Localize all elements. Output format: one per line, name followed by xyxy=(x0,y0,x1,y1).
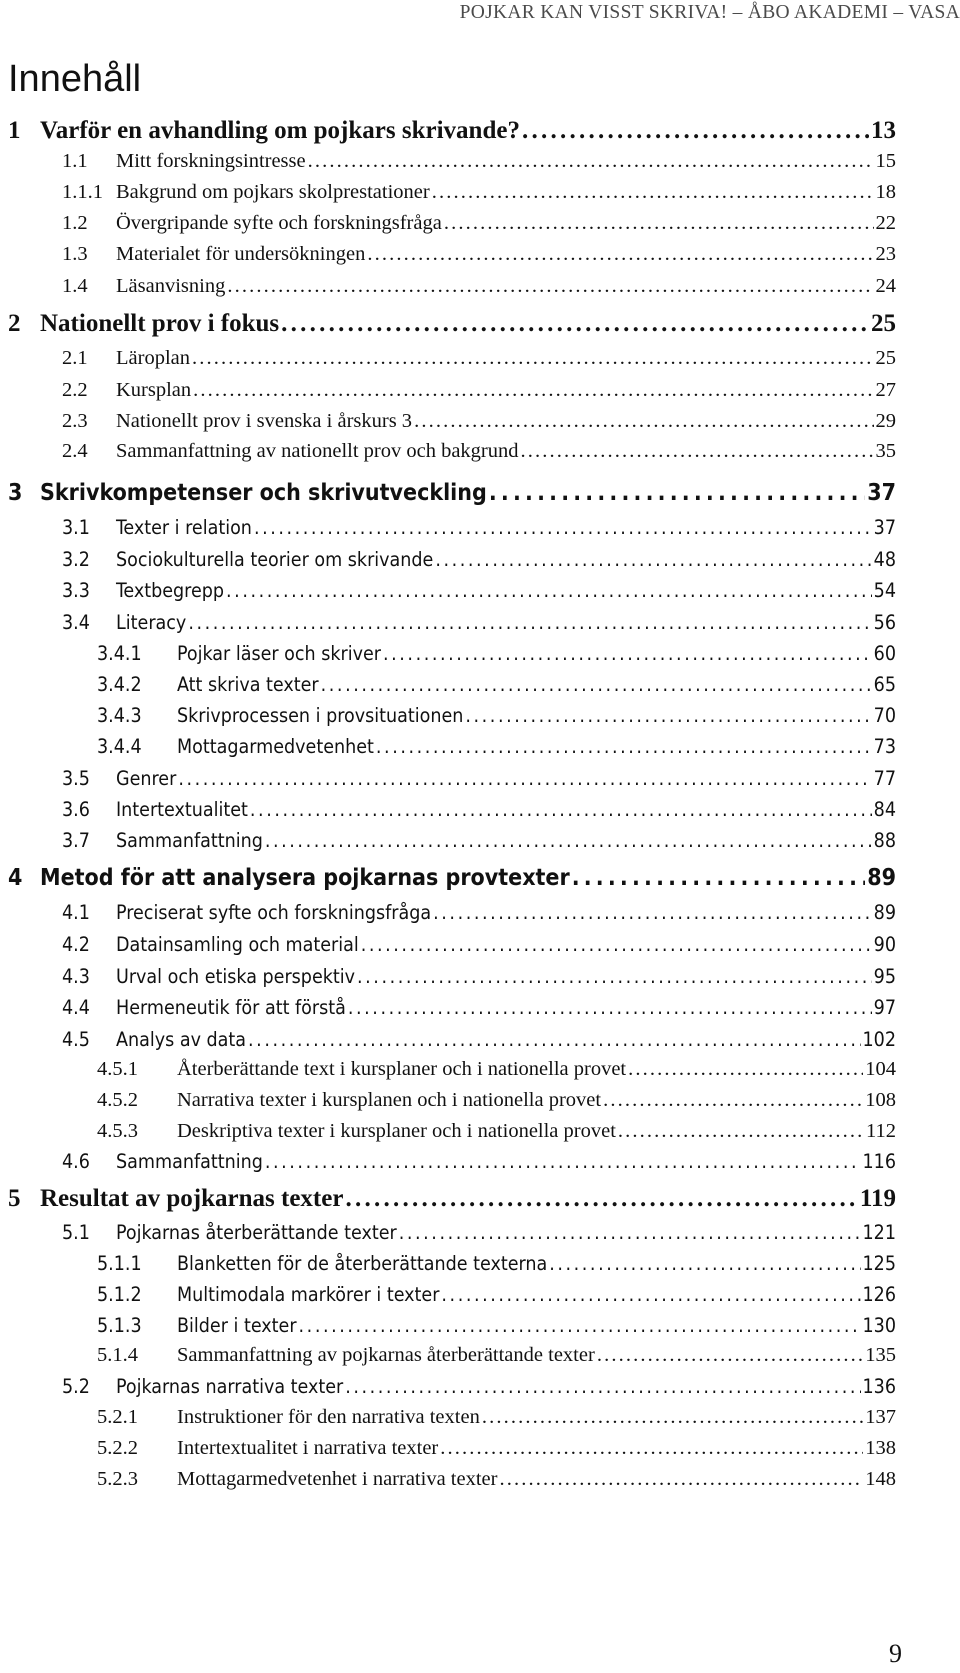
toc-entry-page: 48 xyxy=(873,548,896,571)
toc-leader-dots xyxy=(254,516,872,539)
toc-leader-dots xyxy=(435,548,871,571)
toc-entry-title: Mottagarmedvetenhet xyxy=(177,735,374,758)
toc-section-entry[interactable] xyxy=(0,1406,960,1429)
toc-entry-number: 5.1.4 xyxy=(97,1344,138,1366)
toc-leader-dots xyxy=(308,150,874,173)
toc-entry-title: Sammanfattning av pojkarnas återberättande texter xyxy=(177,1344,595,1366)
toc-entry-title: Intertextualitet i narrativa texter xyxy=(177,1437,439,1459)
toc-section-entry[interactable] xyxy=(0,1089,960,1112)
toc-leader-dots xyxy=(265,829,872,852)
toc-entry-number: 5.1.2 xyxy=(97,1283,142,1306)
toc-entry-title: Läroplan xyxy=(116,347,190,369)
toc-entry-title: Instruktioner för den narrativa texten xyxy=(177,1406,480,1428)
toc-section-entry[interactable] xyxy=(0,440,960,463)
toc-leader-dots xyxy=(321,673,872,696)
toc-entry-title: Nationellt prov i svenska i årskurs 3 xyxy=(116,410,413,432)
toc-entry-title: Skrivkompetenser och skrivutveckling xyxy=(40,480,487,506)
toc-entry-title: Återberättande text i kursplaner och i nationella provet xyxy=(177,1058,627,1080)
toc-section-entry[interactable] xyxy=(0,1468,960,1491)
toc-entry-page: 130 xyxy=(862,1314,896,1337)
toc-entry-title: Metod för att analysera pojkarnas provtexter xyxy=(40,865,570,891)
toc-entry-title: Övergripande syfte och forskningsfråga xyxy=(116,212,442,234)
toc-section-entry[interactable] xyxy=(0,767,960,790)
toc-section-entry[interactable] xyxy=(0,1375,960,1398)
toc-section-entry[interactable] xyxy=(0,901,960,924)
toc-entry-number: 3.4.1 xyxy=(97,642,142,665)
toc-entry-title: Datainsamling och material xyxy=(116,933,359,956)
toc-section-entry[interactable] xyxy=(0,516,960,539)
toc-entry-page: 137 xyxy=(865,1406,896,1428)
toc-entry-number: 5.2 xyxy=(62,1375,90,1398)
toc-entry-title: Intertextualitet xyxy=(116,798,248,821)
toc-chapter-entry[interactable] xyxy=(0,865,960,891)
toc-entry-number: 4.5 xyxy=(62,1028,90,1051)
toc-entry-number: 3.4 xyxy=(62,611,90,634)
toc-section-entry[interactable] xyxy=(0,243,960,266)
toc-entry-number: 5.2.3 xyxy=(97,1468,138,1490)
toc-entry-page: 18 xyxy=(875,181,896,203)
toc-leader-dots xyxy=(361,933,872,956)
toc-entry-number: 3.3 xyxy=(62,579,90,602)
toc-leader-dots xyxy=(414,410,873,433)
toc-entry-number: 3 xyxy=(8,480,23,506)
toc-entry-number: 4.4 xyxy=(62,996,90,1019)
toc-entry-number: 5.1.1 xyxy=(97,1252,142,1275)
toc-entry-page: 112 xyxy=(866,1120,896,1142)
toc-section-entry[interactable] xyxy=(0,933,960,956)
toc-entry-number: 3.2 xyxy=(62,548,90,571)
toc-entry-page: 95 xyxy=(873,965,896,988)
toc-section-entry[interactable] xyxy=(0,1150,960,1173)
toc-entry-page: 136 xyxy=(862,1375,896,1398)
toc-entry-page: 37 xyxy=(867,480,896,506)
toc-leader-dots xyxy=(188,611,871,634)
toc-entry-title: Materialet för undersökningen xyxy=(116,243,366,265)
toc-entry-page: 119 xyxy=(859,1185,896,1212)
toc-leader-dots xyxy=(250,798,872,821)
toc-leader-dots xyxy=(499,1468,863,1491)
toc-entry-page: 29 xyxy=(875,410,896,432)
toc-leader-dots xyxy=(178,767,871,790)
toc-entry-page: 102 xyxy=(862,1028,896,1051)
toc-entry-number: 2 xyxy=(8,310,21,337)
toc-entry-title: Varför en avhandling om pojkars skrivande? xyxy=(40,117,520,144)
toc-entry-number: 4.5.1 xyxy=(97,1058,138,1080)
toc-entry-title: Nationellt prov i fokus xyxy=(40,310,280,337)
toc-section-entry[interactable] xyxy=(0,1120,960,1143)
toc-entry-page: 22 xyxy=(875,212,896,234)
toc-leader-dots xyxy=(549,1252,860,1275)
toc-section-entry[interactable] xyxy=(0,735,960,758)
toc-entry-number: 4.5.2 xyxy=(97,1089,138,1111)
toc-entry-title: Preciserat syfte och forskningsfråga xyxy=(116,901,432,924)
toc-entry-number: 3.4.2 xyxy=(97,673,142,696)
toc-entry-number: 4 xyxy=(8,865,23,891)
toc-leader-dots xyxy=(521,440,874,463)
toc-entry-title: Hermeneutik för att förstå xyxy=(116,996,346,1019)
toc-entry-page: 70 xyxy=(873,704,896,727)
toc-entry-number: 2.1 xyxy=(62,347,88,369)
toc-entry-title: Bakgrund om pojkars skolprestationer xyxy=(116,181,430,203)
toc-leader-dots xyxy=(482,1406,863,1429)
page-number: 9 xyxy=(889,1639,902,1668)
toc-entry-number: 3.5 xyxy=(62,767,90,790)
toc-entry-page: 60 xyxy=(873,642,896,665)
toc-entry-number: 5.2.1 xyxy=(97,1406,138,1428)
toc-entry-page: 97 xyxy=(873,996,896,1019)
toc-leader-dots xyxy=(441,1283,860,1306)
toc-entry-page: 116 xyxy=(862,1150,896,1173)
toc-entry-number: 3.1 xyxy=(62,516,90,539)
toc-section-entry[interactable] xyxy=(0,1252,960,1275)
toc-entry-page: 89 xyxy=(873,901,896,924)
toc-entry-number: 1.2 xyxy=(62,212,88,234)
toc-section-entry[interactable] xyxy=(0,275,960,298)
toc-leader-dots xyxy=(597,1344,863,1367)
toc-entry-number: 3.6 xyxy=(62,798,90,821)
toc-entry-number: 4.6 xyxy=(62,1150,90,1173)
toc-leader-dots xyxy=(440,1437,863,1460)
toc-entry-page: 54 xyxy=(873,579,896,602)
toc-leader-dots xyxy=(572,865,866,891)
toc-entry-page: 89 xyxy=(867,865,896,891)
toc-entry-page: 15 xyxy=(875,150,896,172)
toc-entry-title: Multimodala markörer i texter xyxy=(177,1283,440,1306)
toc-entry-number: 3.7 xyxy=(62,829,90,852)
toc-section-entry[interactable] xyxy=(0,579,960,602)
toc-leader-dots xyxy=(367,243,873,266)
toc-entry-number: 5.2.2 xyxy=(97,1437,138,1459)
running-head: POJKAR KAN VISST SKRIVA! – ÅBO AKADEMI – VASA xyxy=(459,2,960,23)
toc-entry-page: 125 xyxy=(862,1252,896,1275)
toc-entry-page: 121 xyxy=(862,1221,896,1244)
toc-entry-title: Pojkar läser och skriver xyxy=(177,642,382,665)
toc-entry-title: Pojkarnas återberättande texter xyxy=(116,1221,397,1244)
toc-entry-title: Textbegrepp xyxy=(116,579,225,602)
toc-leader-dots xyxy=(376,735,872,758)
toc-section-entry[interactable] xyxy=(0,548,960,571)
toc-section-entry[interactable] xyxy=(0,829,960,852)
toc-leader-dots xyxy=(489,480,865,506)
toc-section-entry[interactable] xyxy=(0,212,960,235)
toc-entry-title: Kursplan xyxy=(116,379,192,401)
toc-entry-page: 135 xyxy=(865,1344,896,1366)
toc-entry-page: 104 xyxy=(865,1058,896,1080)
toc-leader-dots xyxy=(248,1028,860,1051)
toc-leader-dots xyxy=(192,347,874,370)
toc-leader-dots xyxy=(432,181,874,204)
toc-entry-page: 27 xyxy=(875,379,896,401)
toc-entry-number: 3.4.4 xyxy=(97,735,142,758)
toc-leader-dots xyxy=(618,1120,864,1143)
toc-entry-number: 1 xyxy=(8,117,21,144)
toc-leader-dots xyxy=(348,996,872,1019)
toc-section-entry[interactable] xyxy=(0,1058,960,1081)
toc-entry-number: 4.3 xyxy=(62,965,90,988)
toc-entry-title: Urval och etiska perspektiv xyxy=(116,965,356,988)
toc-leader-dots xyxy=(522,117,869,145)
toc-entry-title: Sammanfattning xyxy=(116,1150,263,1173)
toc-entry-title: Deskriptiva texter i kursplaner och i nationella provet xyxy=(177,1120,616,1142)
toc-entry-page: 148 xyxy=(865,1468,896,1490)
toc-title: Innehåll xyxy=(8,58,142,100)
toc-leader-dots xyxy=(345,1375,860,1398)
toc-section-entry[interactable] xyxy=(0,996,960,1019)
toc-leader-dots xyxy=(628,1058,863,1081)
toc-entry-page: 73 xyxy=(873,735,896,758)
toc-section-entry[interactable] xyxy=(0,642,960,665)
toc-section-entry[interactable] xyxy=(0,150,960,173)
toc-entry-title: Sammanfattning av nationellt prov och bakgrund xyxy=(116,440,519,462)
toc-entry-page: 77 xyxy=(873,767,896,790)
toc-leader-dots xyxy=(193,379,873,402)
toc-entry-number: 4.1 xyxy=(62,901,90,924)
toc-section-entry[interactable] xyxy=(0,704,960,727)
toc-section-entry[interactable] xyxy=(0,1221,960,1244)
toc-entry-title: Genrer xyxy=(116,767,177,790)
toc-section-entry[interactable] xyxy=(0,673,960,696)
toc-section-entry[interactable] xyxy=(0,1437,960,1460)
toc-leader-dots xyxy=(399,1221,861,1244)
toc-leader-dots xyxy=(299,1314,861,1337)
toc-chapter-entry[interactable] xyxy=(0,310,960,338)
toc-entry-number: 2.3 xyxy=(62,410,88,432)
toc-entry-number: 1.4 xyxy=(62,275,88,297)
toc-entry-number: 4.2 xyxy=(62,933,90,956)
toc-entry-number: 1.1.1 xyxy=(62,181,103,203)
toc-leader-dots xyxy=(433,901,872,924)
toc-section-entry[interactable] xyxy=(0,1344,960,1367)
toc-entry-page: 126 xyxy=(862,1283,896,1306)
toc-section-entry[interactable] xyxy=(0,611,960,634)
toc-section-entry[interactable] xyxy=(0,1028,960,1051)
toc-chapter-entry[interactable] xyxy=(0,480,960,506)
toc-leader-dots xyxy=(383,642,872,665)
toc-entry-title: Sammanfattning xyxy=(116,829,263,852)
toc-entry-page: 24 xyxy=(875,275,896,297)
toc-leader-dots xyxy=(226,579,872,602)
toc-section-entry[interactable] xyxy=(0,1314,960,1337)
toc-leader-dots xyxy=(603,1089,863,1112)
toc-entry-title: Bilder i texter xyxy=(177,1314,297,1337)
toc-section-entry[interactable] xyxy=(0,181,960,204)
toc-leader-dots xyxy=(227,275,873,298)
toc-section-entry[interactable] xyxy=(0,347,960,370)
toc-entry-number: 2.4 xyxy=(62,440,88,462)
toc-entry-title: Sociokulturella teorier om skrivande xyxy=(116,548,434,571)
toc-entry-number: 1.1 xyxy=(62,150,88,172)
toc-entry-number: 5.1.3 xyxy=(97,1314,142,1337)
toc-entry-title: Texter i relation xyxy=(116,516,252,539)
toc-entry-title: Narrativa texter i kursplanen och i nationella provet xyxy=(177,1089,602,1111)
toc-leader-dots xyxy=(444,212,874,235)
toc-leader-dots xyxy=(265,1150,861,1173)
toc-leader-dots xyxy=(345,1185,857,1213)
toc-section-entry[interactable] xyxy=(0,379,960,402)
toc-leader-dots xyxy=(281,310,869,338)
toc-entry-title: Mottagarmedvetenhet i narrativa texter xyxy=(177,1468,498,1490)
toc-entry-page: 25 xyxy=(871,310,896,337)
toc-entry-number: 1.3 xyxy=(62,243,88,265)
toc-entry-title: Läsanvisning xyxy=(116,275,226,297)
toc-entry-title: Analys av data xyxy=(116,1028,247,1051)
toc-entry-number: 5 xyxy=(8,1185,21,1212)
toc-entry-number: 5.1 xyxy=(62,1221,90,1244)
toc-entry-title: Pojkarnas narrativa texter xyxy=(116,1375,344,1398)
toc-entry-page: 90 xyxy=(873,933,896,956)
toc-entry-page: 56 xyxy=(873,611,896,634)
toc-entry-page: 37 xyxy=(873,516,896,539)
toc-leader-dots xyxy=(357,965,872,988)
toc-entry-page: 13 xyxy=(871,117,896,144)
toc-entry-page: 25 xyxy=(875,347,896,369)
toc-section-entry[interactable] xyxy=(0,1283,960,1306)
toc-section-entry[interactable] xyxy=(0,965,960,988)
toc-entry-page: 35 xyxy=(875,440,896,462)
toc-section-entry[interactable] xyxy=(0,410,960,433)
toc-chapter-entry[interactable] xyxy=(0,1185,960,1213)
toc-entry-number: 4.5.3 xyxy=(97,1120,138,1142)
toc-entry-title: Skrivprocessen i provsituationen xyxy=(177,704,464,727)
toc-entry-page: 23 xyxy=(875,243,896,265)
toc-entry-page: 138 xyxy=(865,1437,896,1459)
toc-entry-number: 3.4.3 xyxy=(97,704,142,727)
toc-section-entry[interactable] xyxy=(0,798,960,821)
toc-leader-dots xyxy=(465,704,871,727)
toc-entry-title: Resultat av pojkarnas texter xyxy=(40,1185,344,1212)
toc-entry-page: 65 xyxy=(873,673,896,696)
toc-entry-title: Att skriva texter xyxy=(177,673,319,696)
toc-entry-title: Mitt forskningsintresse xyxy=(116,150,306,172)
toc-entry-title: Blanketten för de återberättande texterna xyxy=(177,1252,548,1275)
toc-entry-page: 108 xyxy=(865,1089,896,1111)
toc-entry-page: 88 xyxy=(873,829,896,852)
toc-entry-number: 2.2 xyxy=(62,379,88,401)
toc-entry-page: 84 xyxy=(873,798,896,821)
toc-entry-title: Literacy xyxy=(116,611,187,634)
toc-chapter-entry[interactable] xyxy=(0,117,960,145)
